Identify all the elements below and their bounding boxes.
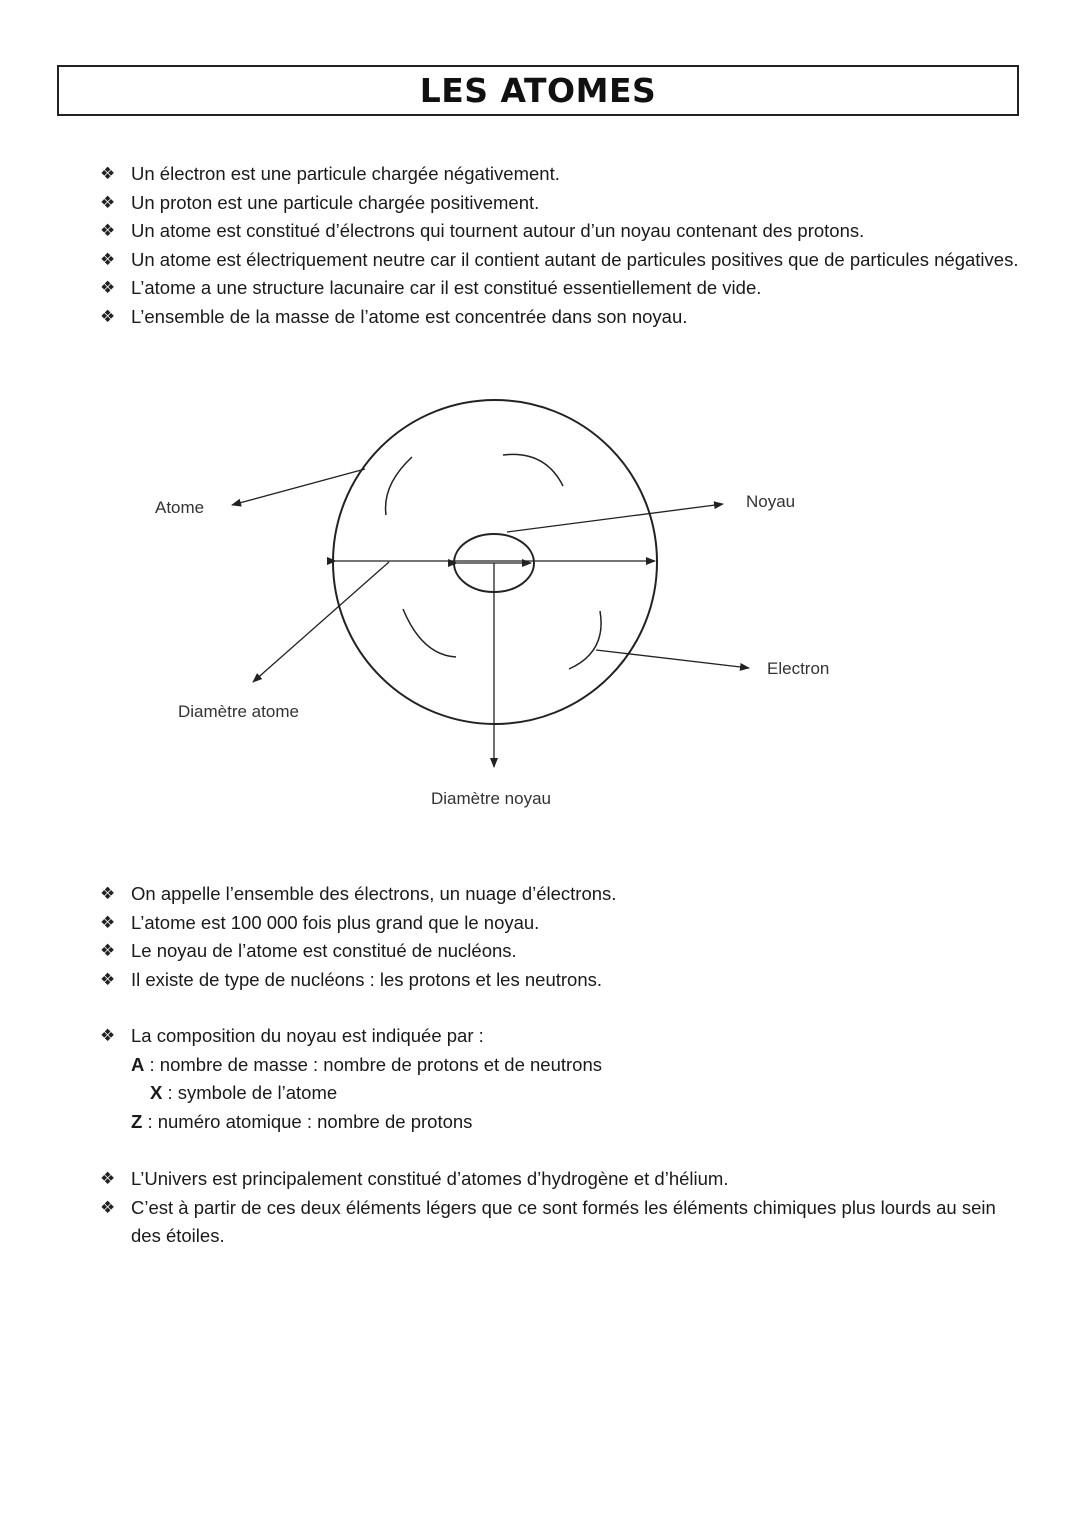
label-noyau: Noyau [746,492,796,511]
list-item: ❖ Le noyau de l’atome est constitué de nucléons. [100,937,1020,966]
noyau-pointer [507,504,723,532]
bullet-icon: ❖ [100,221,116,241]
bullet-icon: ❖ [100,306,116,326]
composition-intro: La composition du noyau est indiquée par : [131,1025,484,1046]
electron-arc [503,454,563,486]
bullet-icon: ❖ [100,1197,116,1217]
electron-arc [403,609,456,657]
atom-circle [333,400,657,724]
composition-list [100,1022,1020,1136]
page-title: LES ATOMES [419,71,657,110]
list-item: ❖ Il existe de type de nucléons : les protons et les neutrons. [100,966,1020,995]
bullet-icon: ❖ [100,884,116,903]
label-atome: Atome [155,498,205,517]
bullet-icon: ❖ [100,192,116,212]
title-box [57,65,1019,116]
electron-list [100,880,1020,994]
bullet-icon: ❖ [100,278,116,298]
composition-a: A : nombre de masse : nombre de protons et de neutrons [131,1053,602,1075]
bullet-icon: ❖ [100,249,116,269]
list-item: ❖ L’atome a une structure lacunaire car il est constitué essentiellement de vide. [100,274,1020,303]
bullet-icon: ❖ [100,941,116,961]
composition-x: X : symbole de l’atome [150,1082,338,1104]
list-item: ❖ Un atome est électriquement neutre car il contient autant de particules positives que de particules négatives. [100,246,1020,275]
list-item: ❖ Un proton est une particule chargée positivement. [100,189,1020,218]
label-electron: Electron [767,659,830,678]
list-item: ❖ C’est à partir de ces deux éléments légers que ce sont formés les éléments chimiques plus lourds au sein des étoiles. [100,1194,1020,1251]
list-item: ❖ On appelle l’ensemble des électrons, un nuage d’électrons. [100,880,1020,909]
bullet-icon: ❖ [100,912,116,932]
list-item [100,1022,1020,1136]
bullet-icon: ❖ [100,969,116,989]
electron-arc [386,457,412,515]
list-item: ❖ L’atome est 100 000 fois plus grand que le noyau. [100,909,1020,938]
atom-diagram [0,380,1080,820]
intro-list [100,160,1020,332]
list-item: ❖ L’Univers est principalement constitué d’atomes d’hydrogène et d’hélium. [100,1165,1020,1194]
electron-arc [569,611,601,669]
label-diametre-noyau: Diamètre noyau [431,789,552,808]
list-item: ❖ Un électron est une particule chargée négativement. [100,160,1020,189]
list-item: ❖ Un atome est constitué d’électrons qui tournent autour d’un noyau contenant des protons. [100,217,1020,246]
universe-list [100,1165,1020,1251]
bullet-icon: ❖ [100,1026,116,1045]
bullet-icon: ❖ [100,164,116,183]
bullet-icon: ❖ [100,1169,116,1188]
list-item: ❖ L’ensemble de la masse de l’atome est concentrée dans son noyau. [100,303,1020,332]
label-diametre-atome: Diamètre atome [178,702,299,721]
composition-z: Z : numéro atomique : nombre de protons [131,1110,473,1132]
